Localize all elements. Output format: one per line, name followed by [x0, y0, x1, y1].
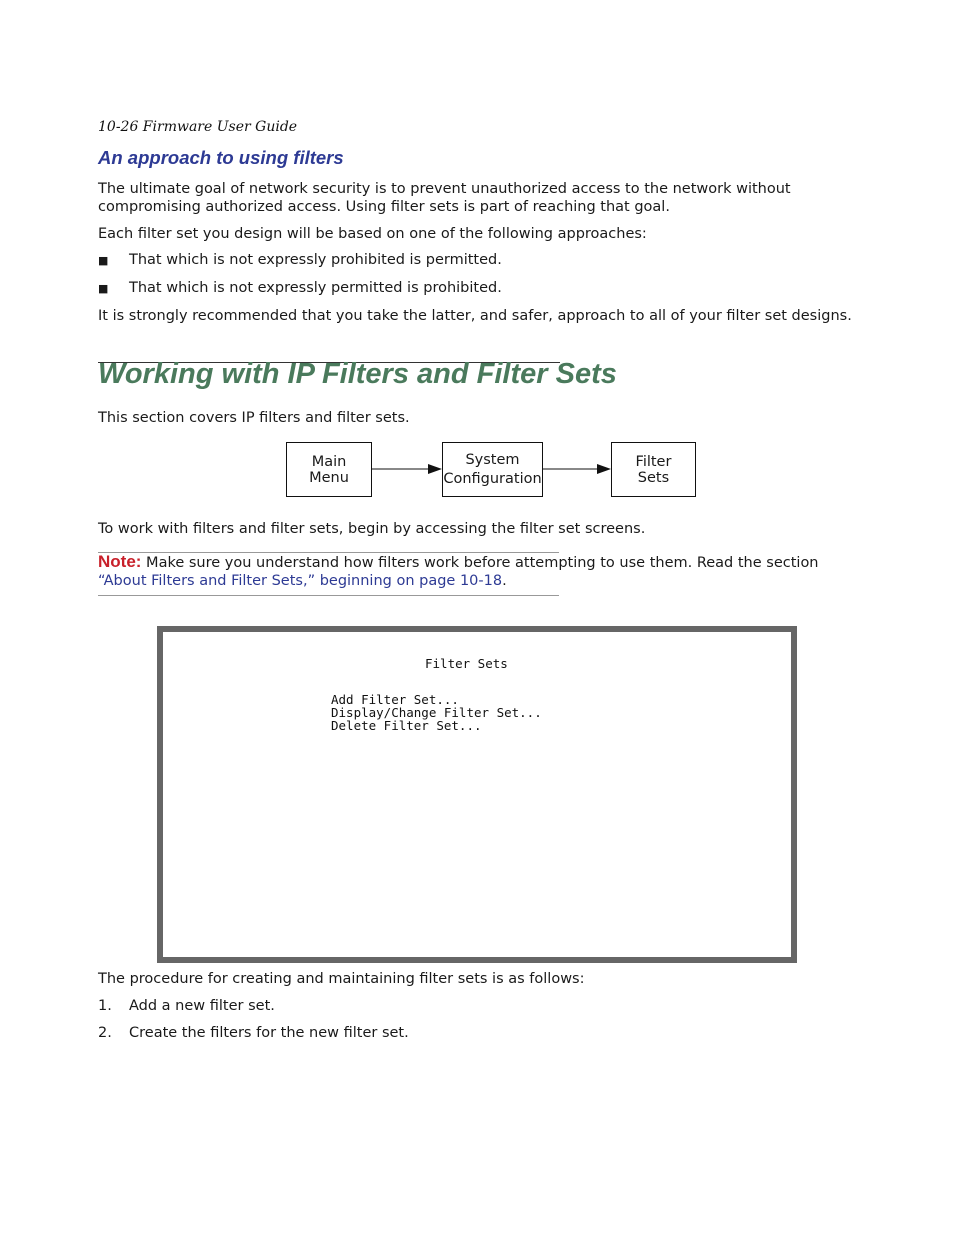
paragraph-security-goal: The ultimate goal of network security is to prevent unauthorized access to the network without compromising authorized access. Using filter sets is part of reaching that goal.	[98, 181, 791, 215]
section-heading-approach: An approach to using filters	[98, 147, 344, 168]
arrow-right-icon	[371, 464, 442, 474]
paragraph-procedure-intro: The procedure for creating and maintaining filter sets is as follows:	[98, 971, 585, 987]
flow-box-label: Main	[311, 453, 347, 470]
step-text: Create the filters for the new filter set.	[129, 1025, 409, 1041]
bullet-item: That which is not expressly prohibited is permitted.	[129, 252, 502, 268]
bullet-item: That which is not expressly permitted is prohibited.	[129, 280, 502, 296]
flow-box-label: Menu	[309, 469, 349, 486]
terminal-screen	[157, 626, 797, 963]
arrow-right-icon	[542, 464, 611, 474]
menu-item-display-change-filter-set[interactable]: Display/Change Filter Set...	[331, 705, 542, 720]
menu-item-delete-filter-set[interactable]: Delete Filter Set...	[331, 718, 482, 733]
step-text: Add a new filter set.	[129, 998, 275, 1014]
bullet-square-icon: ■	[98, 282, 109, 295]
note-rule-bottom	[98, 595, 559, 596]
paragraph-access-instructions: To work with filters and filter sets, begin by accessing the filter set screens.	[98, 521, 646, 537]
bullet-square-icon: ■	[98, 254, 109, 267]
flow-box-label: System	[465, 452, 520, 468]
note-block	[98, 553, 858, 590]
flow-box-label: Sets	[637, 469, 670, 486]
note-end: .	[502, 573, 507, 589]
menu-item-add-filter-set[interactable]: Add Filter Set...	[331, 692, 459, 707]
flow-box-label: Configuration	[443, 471, 542, 487]
flow-box-label: Filter	[635, 453, 672, 470]
cross-reference-link[interactable]: “About Filters and Filter Sets,” beginning on page 10-18	[98, 573, 503, 589]
note-label: Note:	[98, 552, 142, 571]
page-header: 10-26 Firmware User Guide	[98, 119, 298, 135]
note-text: Make sure you understand how filters work before attempting to use them. Read the section	[141, 555, 819, 571]
terminal-title: Filter Sets	[425, 656, 508, 671]
section-heading-working: Working with IP Filters and Filter Sets	[98, 358, 617, 390]
paragraph-recommendation: It is strongly recommended that you take the latter, and safer, approach to all of your filter set designs.	[98, 308, 852, 324]
step-number: 1.	[98, 998, 112, 1014]
paragraph-approaches-intro: Each filter set you design will be based on one of the following approaches:	[98, 226, 647, 242]
step-number: 2.	[98, 1025, 112, 1041]
paragraph-section-intro: This section covers IP filters and filter sets.	[98, 410, 410, 426]
